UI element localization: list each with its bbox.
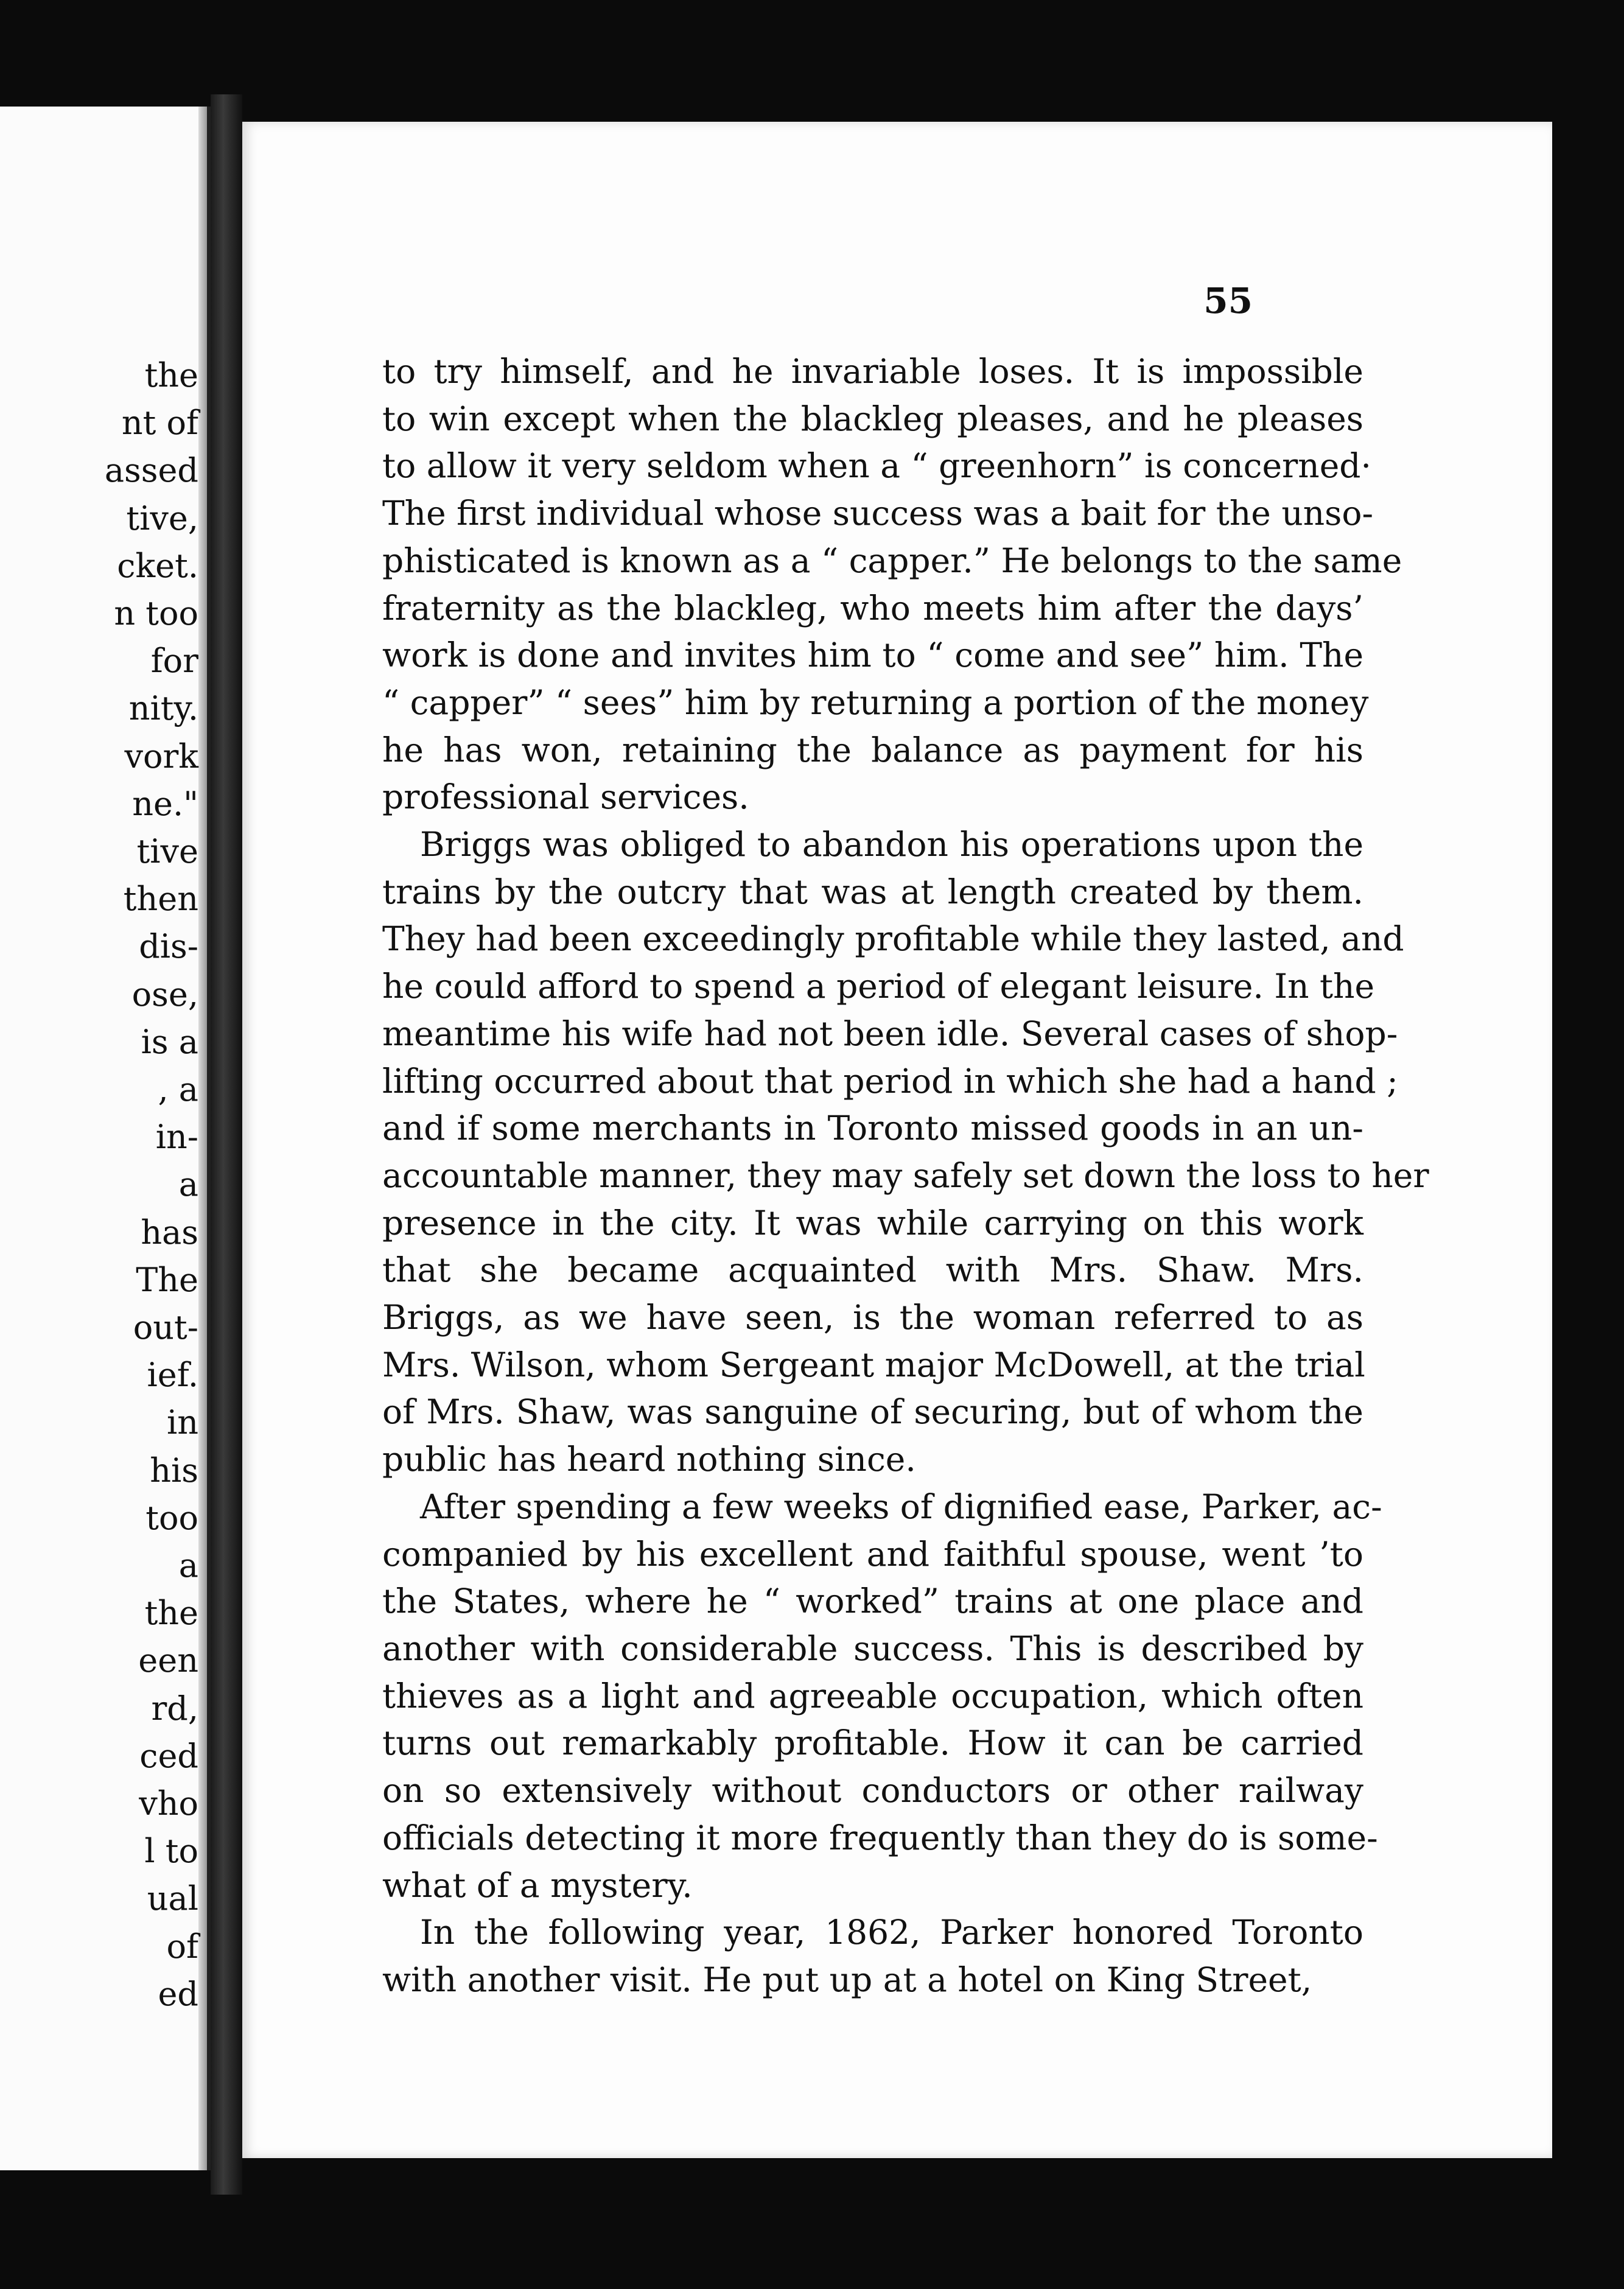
facing-page-text-fragment: ne." [132, 784, 198, 823]
facing-page-text-fragment: in [166, 1403, 198, 1442]
text-line: to try himself, and he invariable loses. It is impossible [382, 352, 1363, 391]
facing-page-text-fragment: The [136, 1260, 198, 1299]
facing-page-text-fragment: nity. [128, 689, 198, 728]
facing-page-text-fragment: a [178, 1165, 198, 1204]
text-line: presence in the city. It was while carrying on this work [382, 1203, 1363, 1243]
facing-page-text-fragment: l to [144, 1832, 198, 1871]
facing-page-text-fragment: nt of [121, 404, 198, 443]
facing-page-text-fragment: tive [136, 832, 198, 871]
facing-page-text-fragment: cket. [117, 546, 198, 585]
facing-page-text-fragment: assed [104, 451, 198, 490]
facing-page-text-fragment: vork [124, 737, 198, 776]
facing-page-text-fragment: is a [141, 1022, 198, 1061]
text-line: “ capper” “ sees” him by returning a portion of the money [382, 682, 1369, 722]
text-line: and if some merchants in Toronto missed goods in an un- [382, 1109, 1363, 1148]
facing-page-text-fragment: ief. [147, 1356, 198, 1395]
facing-page-text-fragment: dis- [139, 927, 198, 966]
facing-page-text-fragment: vho [139, 1784, 198, 1823]
text-line: The first individual whose success was a bait for the unso- [382, 494, 1374, 533]
text-line: to win except when the blackleg pleases, and he pleases [382, 399, 1363, 438]
text-line: Mrs. Wilson, whom Sergeant major McDowell, at the trial [382, 1345, 1365, 1384]
text-line: lifting occurred about that period in which she had a hand ; [382, 1061, 1398, 1101]
text-line: They had been exceedingly profitable while they lasted, and [382, 919, 1404, 959]
facing-page-text-fragment: ose, [131, 975, 198, 1014]
text-line: to allow it very seldom when a “ greenhorn” is concerned· [382, 446, 1371, 486]
paragraph [382, 1909, 1363, 2003]
facing-page-edge [198, 107, 207, 2170]
facing-page-text-fragment: ual [147, 1879, 198, 1918]
page-number: 55 [1203, 280, 1253, 321]
text-line: with another visit. He put up at a hotel on King Street, [382, 1960, 1312, 1999]
text-line: phisticated is known as a “ capper.” He belongs to the same [382, 541, 1402, 580]
text-line: public has heard nothing since. [382, 1440, 916, 1479]
text-line: another with considerable success. This is described by [382, 1628, 1363, 1668]
text-line: fraternity as the blackleg, who meets him after the days’ [382, 588, 1363, 628]
text-line: officials detecting it more frequently than they do is some- [382, 1818, 1378, 1857]
facing-page-text-fragment: rd, [151, 1689, 198, 1728]
text-line: meantime his wife had not been idle. Several cases of shop- [382, 1014, 1398, 1053]
book-gutter [211, 94, 242, 2195]
text-line: In the following year, 1862, Parker honored Toronto [420, 1913, 1363, 1952]
text-line: companied by his excellent and faithful spouse, went ’to [382, 1534, 1363, 1574]
text-line: work is done and invites him to “ come and see” him. The [382, 636, 1363, 675]
facing-page-text-fragment: a [178, 1546, 198, 1585]
facing-page-fragment [0, 107, 211, 2170]
facing-page-text-fragment: of [166, 1927, 198, 1966]
text-line: Briggs was obliged to abandon his operations upon the [420, 825, 1363, 864]
text-line: he could afford to spend a period of elegant leisure. In the [382, 967, 1375, 1006]
text-line: accountable manner, they may safely set down the loss to her [382, 1155, 1429, 1195]
facing-page-text-fragment: ced [139, 1736, 198, 1775]
facing-page-text-fragment: out- [133, 1308, 198, 1347]
text-line: thieves as a light and agreeable occupation, which often [382, 1676, 1363, 1716]
book-page [242, 122, 1552, 2158]
text-line: the States, where he “ worked” trains at one place and [382, 1582, 1363, 1621]
text-line: what of a mystery. [382, 1865, 693, 1905]
text-line: professional services. [382, 777, 749, 817]
facing-page-text-fragment: , a [158, 1070, 198, 1109]
text-line: turns out remarkably profitable. How it can be carried [382, 1723, 1363, 1763]
paragraph [382, 821, 1429, 1484]
facing-page-text-fragment: has [141, 1213, 198, 1252]
facing-page-text-fragment: tive, [126, 499, 198, 538]
facing-page-text-fragment: the [144, 356, 198, 394]
text-line: on so extensively without conductors or other railway [382, 1771, 1363, 1811]
text-line: Briggs, as we have seen, is the woman referred to as [382, 1298, 1363, 1337]
text-line: After spending a few weeks of dignified ease, Parker, ac- [420, 1487, 1382, 1526]
text-line: trains by the outcry that was at length created by them. [382, 872, 1363, 911]
facing-page-text-fragment: een [138, 1641, 198, 1680]
facing-page-text-fragment: for [150, 642, 198, 681]
facing-page-text-fragment: then [123, 880, 198, 919]
facing-page-text-fragment: the [144, 1594, 198, 1633]
paragraph [382, 1484, 1382, 1909]
paragraph [382, 348, 1402, 821]
facing-page-text-fragment: too [145, 1498, 198, 1537]
facing-page-text-fragment: in- [155, 1118, 198, 1157]
text-line: that she became acquainted with Mrs. Shaw. Mrs. [382, 1250, 1363, 1290]
facing-page-text-fragment: ed [158, 1974, 198, 2013]
facing-page-text-fragment: his [150, 1451, 198, 1490]
text-line: he has won, retaining the balance as payment for his [382, 730, 1363, 769]
facing-page-text-fragment: n too [114, 594, 198, 633]
page-body [382, 348, 1429, 2004]
text-line: of Mrs. Shaw, was sanguine of securing, but of whom the [382, 1392, 1363, 1432]
